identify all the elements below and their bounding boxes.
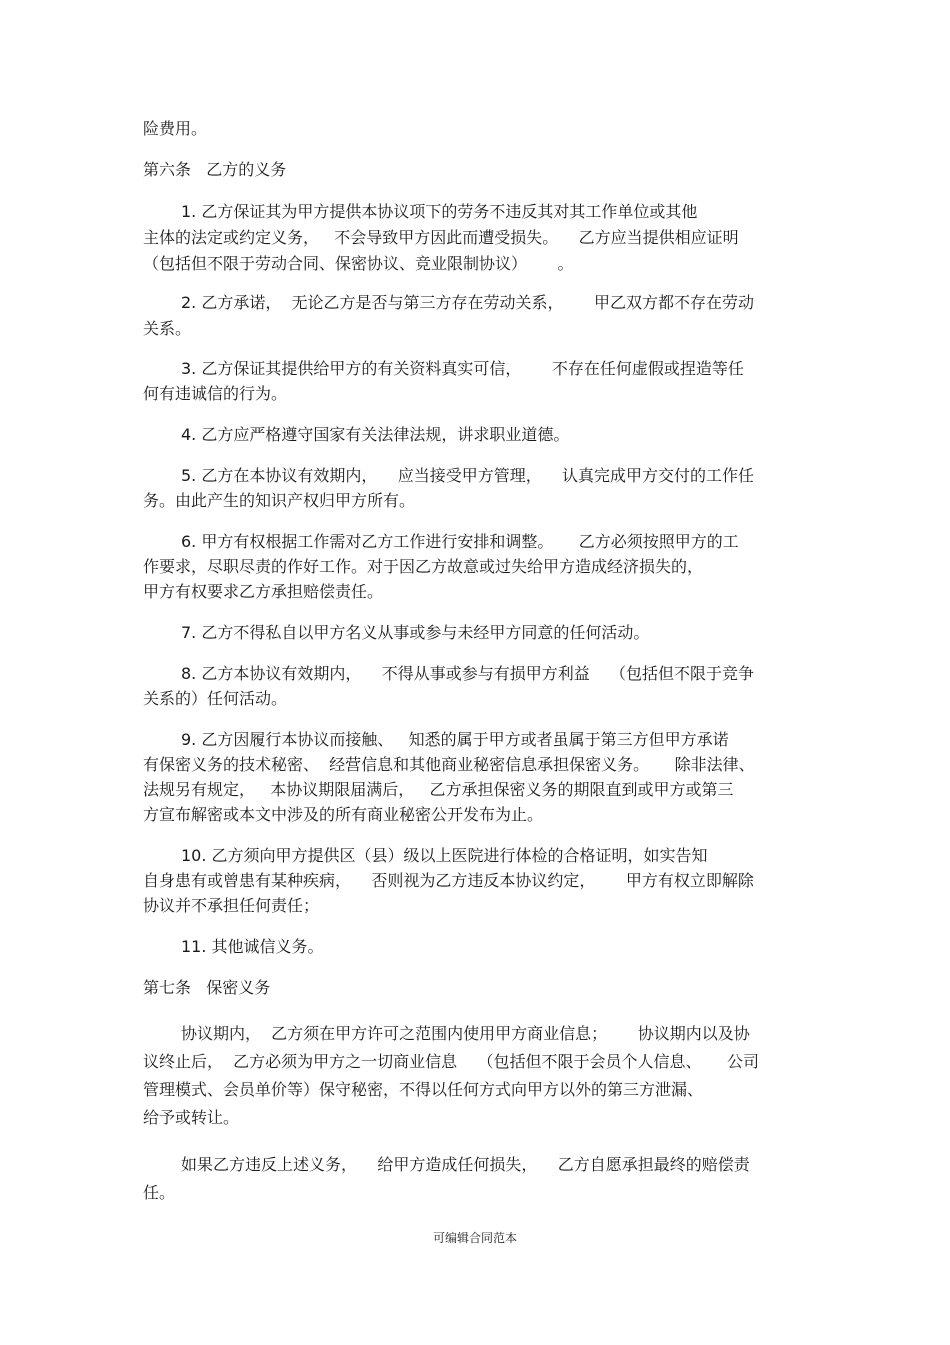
paragraph-line: 协议期内， 乙方须在甲方许可之范围内使用甲方商业信息； 协议期内以及协 (181, 1024, 750, 1043)
clause-6-line-3: 甲方有权要求乙方承担赔偿责任。 (143, 582, 384, 601)
clause-9-line-2: 有保密义务的技术秘密、 经营信息和其他商业秘密信息承担保密义务。 除非法律、 (143, 755, 755, 774)
clause-10-line-2: 自身患有或曾患有某种疾病， 否则视为乙方违反本协议约定， 甲方有权立即解除 (143, 871, 754, 890)
clause-1-line-2: 主体的法定或约定义务， 不会导致甲方因此而遭受损失。 乙方应当提供相应证明 (143, 228, 739, 247)
clause-8-line-1: 8. 乙方本协议有效期内， 不得从事或参与有损甲方利益 （包括但不限于竞争 (181, 664, 755, 683)
section-heading: 第七条 保密义务 (143, 978, 271, 997)
clause-2-line-1: 2. 乙方承诺， 无论乙方是否与第三方存在劳动关系， 甲乙双方都不存在劳动 (181, 293, 755, 312)
clause-10-line-3: 协议并不承担任何责任； (143, 896, 320, 915)
section-heading: 第六条 乙方的义务 (143, 160, 287, 179)
clause-3-line-2: 何有违诚信的行为。 (143, 384, 288, 403)
paragraph-line: 任。 (143, 1183, 176, 1202)
clause-11-line-1: 11. 其他诚信义务。 (181, 937, 324, 956)
clause-6-line-1: 6. 甲方有权根据工作需对乙方工作进行安排和调整。 乙方必须按照甲方的工 (181, 532, 739, 551)
clause-4-line-1: 4. 乙方应严格遵守国家有关法律法规，讲求职业道德。 (181, 425, 570, 444)
page-footer: 可编辑合同范本 (432, 1231, 517, 1245)
clause-10-line-1: 10. 乙方须向甲方提供区（县）级以上医院进行体检的合格证明，如实告知 (181, 846, 708, 865)
paragraph-line: 给予或转让。 (143, 1108, 240, 1127)
clause-1-line-1: 1. 乙方保证其为甲方提供本协议项下的劳务不违反其对其工作单位或其他 (181, 202, 698, 221)
clause-7-line-1: 7. 乙方不得私自以甲方名义从事或参与未经甲方同意的任何活动。 (181, 623, 650, 642)
clause-1-line-3: （包括但不限于劳动合同、保密协议、竞业限制协议） 。 (143, 254, 574, 273)
paragraph-line: 管理模式、会员单价等）保守秘密，不得以任何方式向甲方以外的第三方泄漏、 (143, 1080, 704, 1099)
clause-5-line-1: 5. 乙方在本协议有效期内， 应当接受甲方管理， 认真完成甲方交付的工作任 (181, 466, 755, 485)
text-line: 险费用。 (143, 119, 208, 138)
clause-3-line-1: 3. 乙方保证其提供给甲方的有关资料真实可信， 不存在任何虚假或捏造等任 (181, 359, 744, 378)
clause-9-line-1: 9. 乙方因履行本协议而接触、 知悉的属于甲方或者虽属于第三方但甲方承诺 (181, 730, 729, 749)
paragraph-line: 议终止后， 乙方必须为甲方之一切商业信息 （包括但不限于会员个人信息、 公司 (143, 1052, 759, 1071)
clause-2-line-2: 关系。 (143, 319, 192, 338)
clause-8-line-2: 关系的）任何活动。 (143, 689, 288, 708)
clause-5-line-2: 务。由此产生的知识产权归甲方所有。 (143, 491, 416, 510)
clause-6-line-2: 作要求，尽职尽责的作好工作。对于因乙方故意或过失给甲方造成经济损失的， (143, 557, 704, 576)
paragraph-line: 如果乙方违反上述义务， 给甲方造成任何损失， 乙方自愿承担最终的赔偿责 (181, 1155, 750, 1174)
clause-9-line-4: 方宣布解密或本文中涉及的所有商业秘密公开发布为止。 (143, 805, 544, 824)
clause-9-line-3: 法规另有规定， 本协议期限届满后， 乙方承担保密义务的期限直到或甲方或第三 (143, 780, 734, 799)
